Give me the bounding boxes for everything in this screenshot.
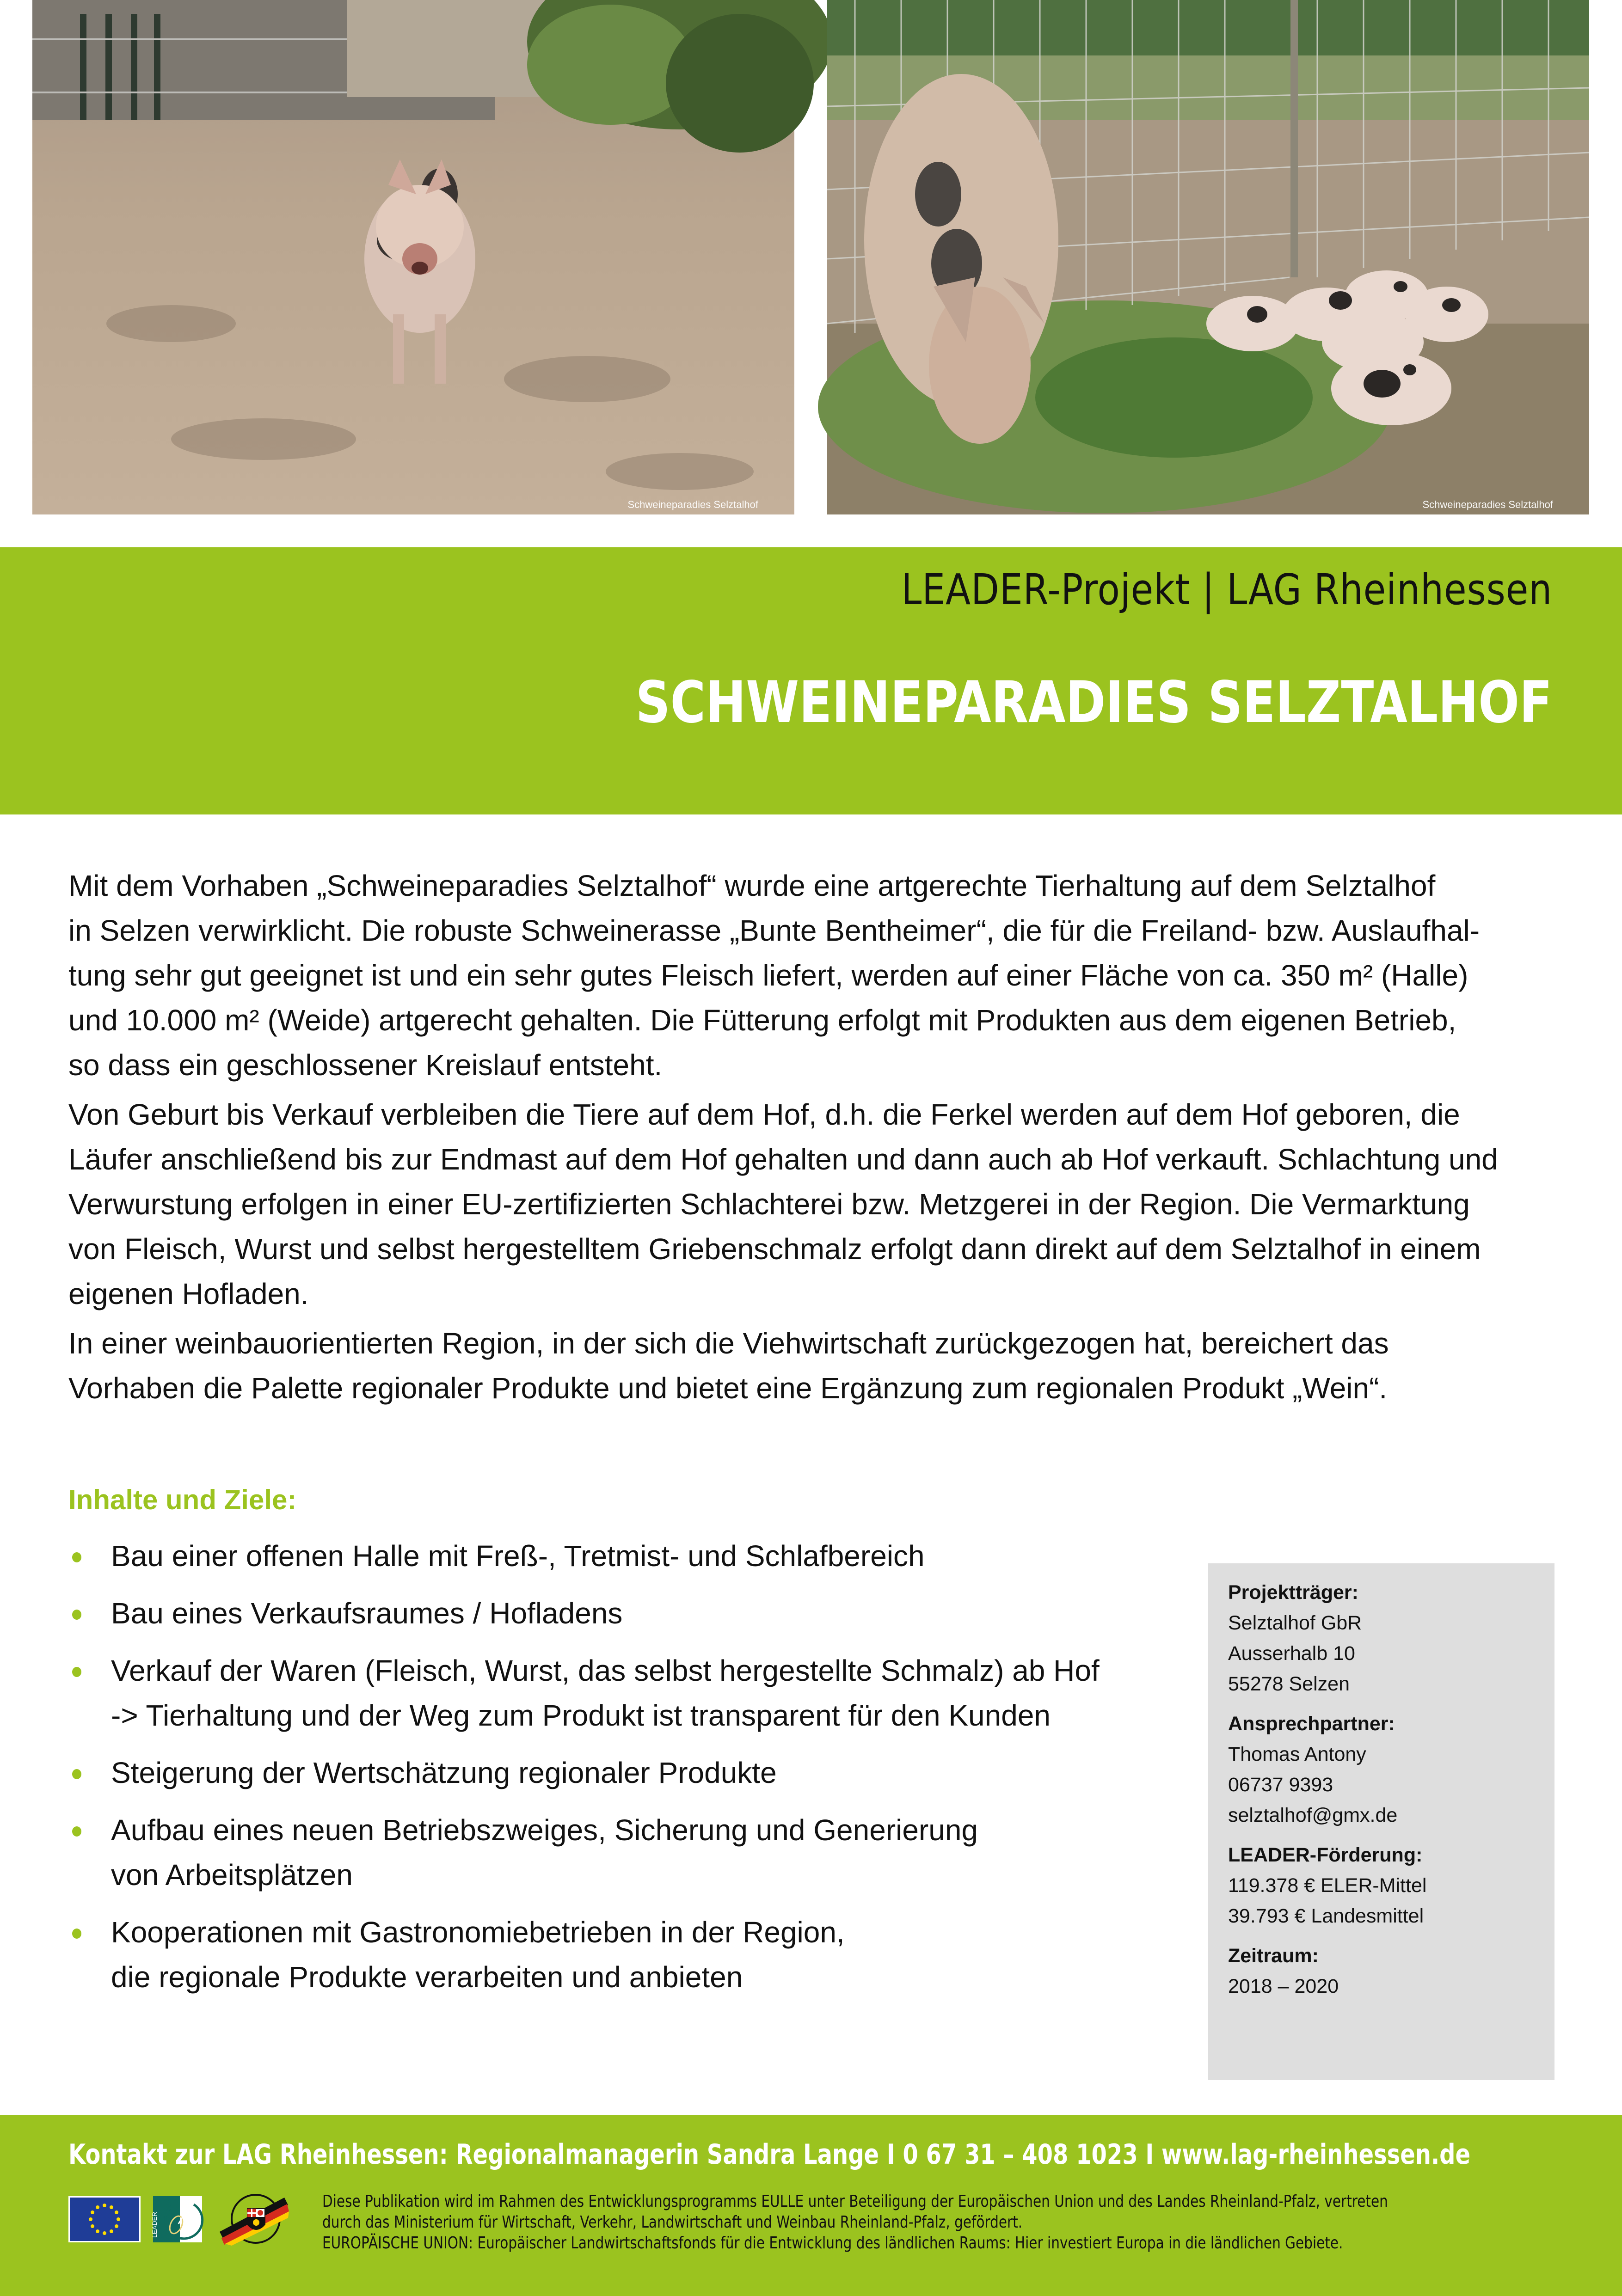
info-phone: 06737 9393 (1228, 1774, 1333, 1796)
funding-notice-line: Diese Publikation wird im Rahmen des Entwicklungsprogramms EULLE unter Beteiligung der Europäischen Union und des Landes Rheinland-Pfalz, vertreten (322, 2192, 1388, 2211)
list-item-text: Aufbau eines neuen Betriebszweiges, Sicherung und Generierung (111, 1813, 978, 1847)
bullet-icon (72, 1826, 81, 1837)
paragraph-1 (68, 863, 1562, 1088)
text-line: von Fleisch, Wurst und selbst hergestelltem Griebenschmalz erfolgt dann direkt auf dem Selztalhof in einem (68, 1232, 1481, 1266)
text-line: Verwurstung erfolgen in einer EU-zertifizierten Schlachterei bzw. Metzgerei in der Region. Die Vermarktung (68, 1188, 1470, 1221)
list-item-text: Steigerung der Wertschätzung regionaler Produkte (111, 1756, 777, 1789)
info-email[interactable]: selztalhof@gmx.de (1228, 1804, 1398, 1826)
eu-star-icon (103, 2231, 106, 2235)
text-line: und 10.000 m² (Weide) artgerecht gehalten. Die Fütterung erfolgt mit Produkten aus dem eigenen Betrieb, (68, 1004, 1456, 1037)
info-label: Zeitraum: (1228, 1945, 1319, 1967)
goals-heading: Inhalte und Ziele: (68, 1484, 297, 1515)
list-item-text: die regionale Produkte verarbeiten und anbieten (111, 1960, 743, 1994)
list-item-text: Bau eines Verkaufsraumes / Hofladens (111, 1597, 623, 1630)
list-item (68, 1910, 1178, 2000)
piglets-photo-image (827, 0, 1589, 514)
info-funding (1228, 1840, 1426, 1931)
paragraph-2 (68, 1092, 1562, 1316)
eu-flag-icon (68, 2196, 141, 2242)
eu-star-icon (96, 2205, 99, 2209)
leader-icon (153, 2196, 202, 2242)
photo-pig-in-yard (32, 0, 794, 514)
info-contact-person (1228, 1708, 1426, 1831)
list-item-text: Bau einer offenen Halle mit Freß-, Tretmist- und Schlafbereich (111, 1539, 925, 1573)
info-value: 55278 Selzen (1228, 1673, 1350, 1695)
list-item-text: Kooperationen mit Gastronomiebetrieben in der Region, (111, 1916, 845, 1949)
list-item (68, 1808, 1178, 1898)
info-label: Ansprechpartner: (1228, 1713, 1395, 1735)
bullet-icon (72, 1610, 81, 1620)
project-subtitle: LEADER-Projekt | LAG Rheinhessen (901, 565, 1552, 614)
info-period (1228, 1941, 1426, 2002)
leader-logo-text: LEADER (151, 2211, 158, 2238)
info-value: 39.793 € Landesmittel (1228, 1905, 1424, 1927)
info-project-sponsor (1228, 1577, 1426, 1699)
list-item-text: -> Tierhaltung und der Weg zum Produkt ist transparent für den Kunden (111, 1699, 1051, 1732)
eu-star-icon (117, 2217, 120, 2221)
info-label: LEADER-Förderung: (1228, 1844, 1423, 1866)
list-item-text: Verkauf der Waren (Fleisch, Wurst, das selbst hergestellte Schmalz) ab Hof (111, 1654, 1100, 1687)
info-value: 2018 – 2020 (1228, 1975, 1339, 1997)
bullet-icon (72, 1929, 81, 1939)
footer-contact-line: Kontakt zur LAG Rheinhessen: Regionalmanagerin Sandra Lange I 0 67 31 – 408 1023 I www.lag-rheinhessen.de (68, 2138, 1471, 2171)
funding-notice-line: durch das Ministerium für Wirtschaft, Verkehr, Landwirtschaft und Weinbau Rheinland-Pfalz, gefördert. (322, 2213, 1023, 2232)
eu-star-icon (115, 2224, 118, 2228)
eu-star-icon (110, 2229, 113, 2233)
project-info-box (1208, 1563, 1554, 2080)
info-label: Projektträger: (1228, 1581, 1358, 1604)
text-line: Vorhaben die Palette regionaler Produkte und bietet eine Ergänzung zum regionalen Produkt „Wein“. (68, 1371, 1388, 1405)
bullet-icon (72, 1769, 81, 1779)
info-value: Ausserhalb 10 (1228, 1642, 1355, 1665)
list-item-text: von Arbeitsplätzen (111, 1858, 353, 1892)
eu-flag-logo (68, 2196, 141, 2242)
leader-logo (153, 2196, 202, 2242)
page-title: SCHWEINEPARADIES SELZTALHOF (635, 669, 1552, 736)
text-line: In einer weinbauorientierten Region, in der sich die Viehwirtschaft zurückgezogen hat, bereichert das (68, 1327, 1389, 1360)
eu-star-icon (115, 2210, 118, 2214)
rheinland-pfalz-logo (215, 2192, 290, 2246)
text-line: Mit dem Vorhaben „Schweineparadies Selztalhof“ wurde eine artgerechte Tierhaltung auf dem Selztalhof (68, 869, 1436, 902)
text-line: tung sehr gut geeignet ist und ein sehr gutes Fleisch liefert, werden auf einer Fläche von ca. 350 m² (Halle) (68, 959, 1468, 992)
bullet-icon (72, 1552, 81, 1562)
list-item (68, 1534, 1178, 1579)
bullet-icon (72, 1667, 81, 1677)
info-value: Thomas Antony (1228, 1743, 1366, 1765)
photo-sow-with-piglets (827, 0, 1589, 514)
body-text (68, 863, 1562, 1415)
eu-star-icon (96, 2229, 99, 2233)
text-line: in Selzen verwirklicht. Die robuste Schweinerasse „Bunte Bentheimer“, die für die Freiland- bzw. Auslaufhal- (68, 914, 1480, 947)
text-line: Läufer anschließend bis zur Endmast auf dem Hof gehalten und dann auch ab Hof verkauft. Schlachtung und (68, 1143, 1498, 1176)
funding-notice-line: EUROPÄISCHE UNION: Europäischer Landwirtschaftsfonds für die Entwicklung des ländlichen Raums: Hier investiert Europa in die ländlichen Gebiete. (322, 2234, 1343, 2253)
list-item (68, 1591, 1178, 1636)
eu-star-icon (91, 2210, 94, 2214)
goals-list (68, 1534, 1178, 2012)
funding-notice (322, 2191, 1388, 2253)
photo-caption: Schweineparadies Selztalhof (627, 499, 758, 510)
info-value: 119.378 € ELER-Mittel (1228, 1874, 1427, 1897)
pig-photo-image (32, 0, 794, 514)
photo-caption: Schweineparadies Selztalhof (1422, 499, 1553, 510)
rlp-emblem-icon (215, 2192, 290, 2246)
list-item (68, 1751, 1178, 1795)
eu-star-icon (110, 2205, 113, 2209)
paragraph-3 (68, 1321, 1562, 1411)
info-value: Selztalhof GbR (1228, 1612, 1362, 1634)
eu-star-icon (91, 2224, 94, 2228)
text-line: Von Geburt bis Verkauf verbleiben die Tiere auf dem Hof, d.h. die Ferkel werden auf dem Hof geboren, die (68, 1098, 1460, 1131)
eu-star-icon (89, 2217, 92, 2221)
text-line: eigenen Hofladen. (68, 1277, 309, 1310)
list-item (68, 1648, 1178, 1738)
text-line: so dass ein geschlossener Kreislauf entsteht. (68, 1048, 663, 1082)
eu-star-icon (103, 2204, 106, 2207)
